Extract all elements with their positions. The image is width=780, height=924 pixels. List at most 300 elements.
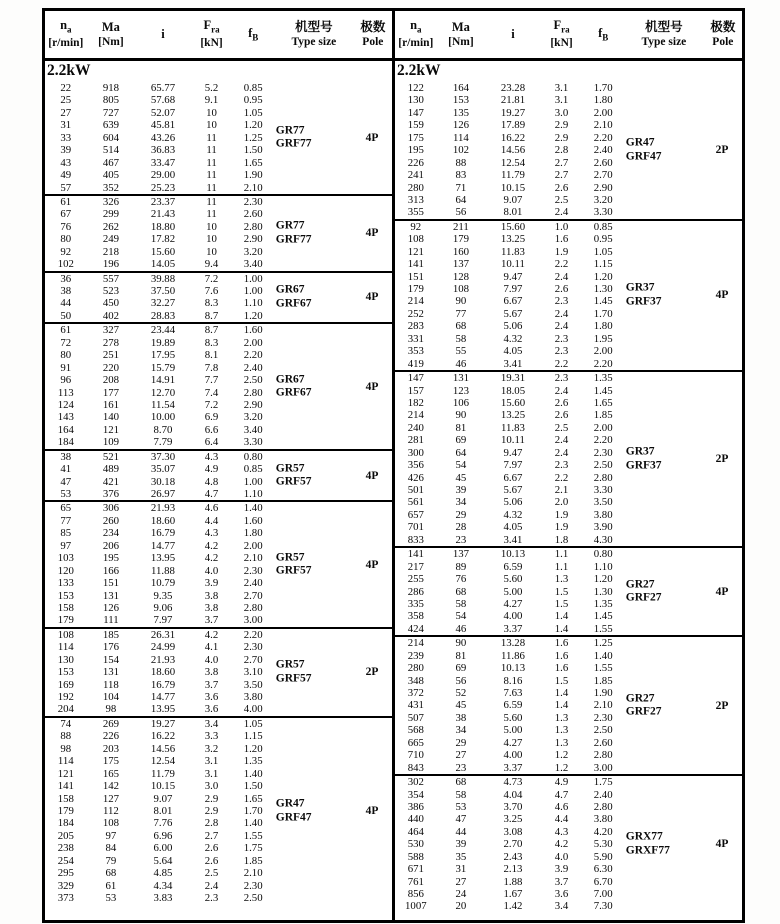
cell-na: 252	[407, 307, 424, 320]
type-size-line: GR77	[275, 219, 305, 232]
header-unit: Pole	[712, 36, 734, 49]
table-row	[45, 718, 392, 730]
cell-na: 36	[60, 272, 72, 285]
header-col-3	[541, 18, 583, 50]
cell-ma: 220	[102, 361, 120, 374]
cell-fb: 1.45	[593, 610, 613, 623]
cell-i: 23.44	[150, 324, 176, 337]
cell-na: 153	[57, 589, 74, 602]
header-col-3	[191, 18, 233, 50]
cell-na: 74	[60, 717, 72, 730]
cell-ma: 523	[102, 285, 120, 297]
type-size-line: GR67	[275, 373, 305, 385]
cell-fra: 3.7	[204, 678, 219, 691]
pole-label: 2P	[715, 144, 729, 157]
table-row	[45, 629, 392, 641]
cell-fra: 2.6	[204, 842, 219, 855]
cell-na: 226	[407, 156, 424, 169]
cell-fb: 3.30	[243, 436, 263, 449]
cell-fra: 2.2	[554, 258, 569, 271]
cell-fra: 2.6	[554, 181, 569, 194]
type-size-line: GR27	[625, 692, 655, 705]
cell-fra: 6.9	[204, 411, 219, 424]
cell-fra: 2.4	[554, 206, 569, 219]
cell-fb: 1.90	[243, 169, 263, 182]
cell-fb: 3.90	[593, 521, 613, 534]
cell-na: 130	[57, 653, 74, 666]
cell-ma: 118	[103, 678, 119, 691]
cell-fb: 2.90	[593, 181, 613, 194]
cell-fra: 4.6	[554, 800, 569, 813]
cell-ma: 61	[105, 879, 117, 892]
spec-block	[45, 500, 392, 626]
cell-i: 5.00	[503, 585, 523, 598]
spec-block	[395, 546, 742, 635]
cell-fb: 2.10	[593, 119, 613, 132]
table-row	[45, 258, 392, 270]
cell-i: 4.05	[503, 521, 523, 534]
cell-i: 13.28	[500, 637, 526, 650]
cell-ma: 58	[455, 788, 467, 801]
cell-ma: 46	[455, 622, 467, 635]
cell-fb: 3.20	[243, 245, 263, 258]
cell-na: 281	[407, 434, 424, 447]
cell-ma: 68	[455, 776, 467, 789]
cell-fra: 7.2	[204, 272, 219, 285]
cell-ma: 376	[102, 488, 120, 500]
table-row	[45, 107, 392, 119]
table-row	[45, 880, 392, 892]
cell-na: 280	[407, 181, 424, 194]
cell-i: 15.60	[150, 245, 176, 258]
cell-ma: 131	[452, 372, 470, 385]
type-size-label	[626, 282, 706, 309]
cell-fra: 4.8	[204, 475, 219, 488]
table-row	[395, 548, 742, 560]
cell-na: 38	[60, 285, 72, 297]
table-row	[45, 641, 392, 653]
cell-i: 8.70	[153, 423, 173, 436]
cell-fra: 2.3	[554, 372, 569, 385]
table-row	[45, 157, 392, 169]
cell-na: 151	[407, 270, 424, 283]
cell-ma: 176	[102, 641, 120, 654]
pole-label: 4P	[715, 838, 729, 851]
cell-fb: 1.25	[593, 637, 613, 650]
cell-na: 335	[407, 597, 424, 610]
table-row	[45, 246, 392, 258]
table-row	[45, 590, 392, 602]
cell-i: 26.97	[150, 488, 176, 500]
cell-fb: 2.60	[593, 736, 613, 749]
cell-i: 4.27	[503, 597, 523, 610]
cell-fb: 3.50	[243, 678, 263, 691]
cell-i: 13.95	[150, 552, 176, 565]
power-rating-title-left: 2.2kW	[47, 62, 91, 79]
cell-ma: 639	[102, 119, 120, 132]
cell-na: 419	[407, 357, 424, 370]
cell-i: 15.79	[150, 361, 176, 374]
cell-na: 353	[407, 345, 424, 358]
type-size-line: GRX77	[625, 830, 663, 843]
cell-ma: 421	[102, 475, 120, 488]
table-row	[395, 345, 742, 357]
cell-na: 96	[60, 374, 72, 387]
cell-ma: 104	[102, 691, 120, 703]
type-size-line: GR57	[275, 658, 305, 671]
cell-fra: 4.2	[204, 628, 219, 641]
spec-block	[395, 370, 742, 546]
cell-i: 8.01	[153, 804, 173, 817]
cell-fra: 1.5	[554, 674, 569, 687]
cell-fra: 4.3	[554, 825, 569, 838]
cell-na: 843	[407, 761, 424, 774]
header-symbol: $n_a$	[410, 18, 422, 35]
cell-na: 329	[57, 879, 74, 892]
cell-fb: 2.30	[243, 195, 263, 208]
cell-i: 14.56	[500, 144, 526, 157]
type-size-label	[276, 798, 356, 825]
cell-fb: 3.80	[593, 813, 613, 826]
cell-na: 143	[57, 411, 74, 424]
header-symbol: $n_a$	[60, 18, 72, 35]
cell-fb: 7.30	[593, 900, 613, 913]
cell-ma: 727	[102, 106, 120, 119]
cell-ma: 165	[102, 767, 120, 780]
cell-fra: 6.6	[204, 423, 219, 436]
header-col-2	[485, 27, 541, 43]
cell-na: 80	[60, 233, 72, 246]
cell-ma: 226	[102, 730, 120, 743]
cell-ma: 23	[455, 761, 467, 774]
cell-fra: 3.6	[204, 703, 219, 716]
table-row	[395, 637, 742, 649]
cell-na: 43	[60, 156, 72, 169]
header-symbol: 极数	[710, 19, 736, 34]
cell-fra: 1.5	[554, 597, 569, 610]
cell-fra: 3.7	[204, 614, 219, 627]
cell-ma: 45	[455, 699, 467, 712]
cell-fb: 2.60	[243, 208, 263, 221]
table-row	[45, 768, 392, 780]
cell-ma: 208	[102, 374, 120, 387]
cell-na: 501	[407, 484, 424, 496]
cell-fb: 2.80	[593, 800, 613, 813]
cell-i: 15.60	[500, 220, 526, 233]
table-row	[395, 472, 742, 484]
table-row	[45, 577, 392, 589]
cell-fra: 1.3	[554, 736, 569, 749]
cell-fra: 4.4	[204, 514, 219, 527]
table-row	[395, 610, 742, 622]
cell-i: 6.59	[503, 560, 523, 573]
cell-fra: 7.2	[204, 398, 219, 411]
cell-fb: 1.85	[593, 409, 613, 422]
cell-ma: 604	[102, 131, 120, 144]
cell-ma: 79	[105, 854, 117, 867]
cell-na: 25	[60, 94, 72, 107]
cell-ma: 805	[102, 94, 120, 107]
cell-ma: 38	[455, 711, 467, 724]
cell-na: 241	[407, 169, 424, 182]
type-size-line: GRF47	[625, 150, 662, 163]
cell-fra: 1.6	[554, 637, 569, 650]
cell-na: 49	[60, 169, 72, 182]
type-size-line: GRF77	[275, 233, 312, 246]
cell-ma: 29	[455, 736, 467, 749]
cell-ma: 128	[452, 270, 470, 283]
cell-fra: 3.8	[204, 666, 219, 679]
cell-fra: 2.3	[554, 332, 569, 345]
cell-na: 424	[407, 622, 424, 635]
cell-ma: 557	[102, 272, 120, 285]
cell-fb: 1.85	[243, 854, 263, 867]
cell-fb: 1.30	[593, 585, 613, 598]
cell-i: 11.54	[151, 398, 175, 411]
type-size-line: GR57	[275, 551, 305, 564]
cell-ma: 108	[102, 817, 120, 830]
cell-fra: 2.7	[554, 169, 569, 182]
cell-fb: 3.80	[593, 508, 613, 521]
table-row	[395, 409, 742, 421]
cell-fra: 3.1	[554, 94, 569, 107]
cell-ma: 77	[455, 307, 467, 320]
cell-i: 43.26	[150, 131, 176, 144]
cell-i: 8.01	[503, 206, 523, 219]
cell-fb: 1.55	[243, 829, 263, 842]
cell-ma: 326	[102, 195, 120, 208]
cell-ma: 177	[102, 386, 120, 399]
cell-fb: 3.00	[243, 614, 263, 627]
cell-ma: 68	[455, 585, 467, 598]
cell-fra: 4.3	[204, 527, 219, 540]
pole-label: 2P	[365, 666, 379, 679]
cell-fra: 4.9	[554, 776, 569, 789]
cell-ma: 53	[455, 800, 467, 813]
cell-i: 1.88	[503, 875, 523, 888]
type-size-line: GR77	[275, 124, 305, 137]
header-col-4	[232, 26, 274, 44]
cell-i: 11.86	[501, 649, 525, 662]
cell-na: 358	[407, 610, 424, 623]
cell-i: 13.95	[150, 703, 176, 716]
cell-i: 13.25	[500, 233, 526, 246]
cell-i: 21.43	[150, 208, 176, 221]
cell-na: 120	[57, 564, 74, 577]
cell-fb: 6.70	[593, 875, 613, 888]
cell-fb: 2.20	[593, 434, 613, 447]
cell-fb: 5.30	[593, 838, 613, 851]
cell-i: 3.25	[503, 813, 523, 826]
cell-na: 354	[407, 788, 424, 801]
cell-i: 33.47	[150, 156, 176, 169]
type-size-label	[276, 551, 356, 578]
cell-ma: 260	[102, 514, 120, 527]
cell-ma: 97	[105, 829, 117, 842]
table-row	[395, 308, 742, 320]
cell-fra: 2.4	[554, 270, 569, 283]
cell-fra: 3.4	[554, 900, 569, 913]
cell-i: 16.22	[500, 131, 526, 144]
cell-i: 11.79	[501, 169, 525, 182]
cell-na: 67	[60, 208, 72, 221]
cell-ma: 54	[455, 610, 467, 623]
cell-i: 9.47	[503, 446, 523, 459]
cell-fb: 1.75	[243, 842, 263, 855]
cell-fra: 10	[206, 119, 217, 132]
cell-na: 33	[60, 131, 72, 144]
cell-ma: 114	[453, 131, 469, 144]
cell-na: 38	[60, 450, 72, 463]
cell-ma: 405	[102, 169, 120, 182]
table-row	[395, 194, 742, 206]
cell-fb: 2.80	[243, 386, 263, 399]
cell-ma: 83	[455, 169, 467, 182]
cell-fb: 3.00	[593, 761, 613, 774]
cell-i: 14.77	[150, 539, 176, 552]
cell-na: 239	[407, 649, 424, 662]
table-row	[395, 82, 742, 94]
cell-na: 39	[60, 144, 72, 157]
cell-i: 4.04	[503, 788, 523, 801]
table-half-right	[395, 11, 742, 920]
cell-fb: 3.40	[243, 258, 263, 271]
table-row	[45, 411, 392, 423]
cell-fra: 1.4	[554, 622, 569, 635]
cell-fra: 9.4	[204, 258, 219, 271]
cell-fb: 3.40	[243, 423, 263, 436]
cell-na: 440	[407, 813, 424, 826]
cell-fra: 3.9	[204, 577, 219, 590]
cell-i: 23.37	[150, 195, 176, 208]
cell-na: 214	[407, 409, 424, 422]
cell-fb: 1.80	[593, 94, 613, 107]
cell-ma: 111	[103, 614, 119, 627]
cell-ma: 160	[452, 245, 470, 258]
cell-ma: 127	[102, 792, 120, 805]
table-row	[395, 182, 742, 194]
cell-i: 5.06	[503, 320, 523, 333]
table-row	[395, 509, 742, 521]
type-size-label	[626, 578, 706, 605]
cell-fb: 2.20	[243, 628, 263, 641]
cell-na: 355	[407, 206, 424, 219]
cell-fb: 6.30	[593, 863, 613, 876]
table-row	[395, 762, 742, 774]
cell-fra: 4.6	[204, 502, 219, 515]
cell-fra: 1.2	[554, 761, 569, 774]
table-row	[45, 830, 392, 842]
cell-fb: 1.40	[243, 817, 263, 830]
cell-fb: 7.00	[593, 888, 613, 900]
cell-i: 39.88	[150, 272, 176, 285]
cell-fra: 11	[206, 169, 217, 182]
cell-na: 214	[407, 637, 424, 650]
cell-i: 24.99	[150, 641, 176, 654]
cell-fra: 1.6	[554, 233, 569, 246]
cell-fra: 4.0	[554, 850, 569, 863]
cell-fb: 2.40	[243, 577, 263, 590]
cell-ma: 31	[455, 863, 467, 876]
cell-i: 37.50	[150, 285, 176, 297]
cell-fra: 2.8	[554, 144, 569, 157]
table-row	[45, 755, 392, 767]
cell-ma: 56	[455, 206, 467, 219]
column-header-row-left	[45, 11, 392, 61]
cell-fra: 3.1	[554, 82, 569, 94]
cell-fb: 1.10	[593, 560, 613, 573]
cell-i: 21.93	[150, 502, 176, 515]
table-row	[395, 737, 742, 749]
cell-fra: 2.9	[204, 792, 219, 805]
cell-ma: 64	[455, 446, 467, 459]
cell-fb: 0.80	[593, 548, 613, 561]
header-col-5	[274, 20, 354, 50]
cell-fb: 1.65	[243, 792, 263, 805]
cell-fra: 1.6	[554, 649, 569, 662]
cell-i: 37.30	[150, 450, 176, 463]
cell-i: 16.22	[150, 730, 176, 743]
cell-i: 4.05	[503, 345, 523, 358]
cell-ma: 249	[102, 233, 120, 246]
cell-fra: 2.7	[554, 156, 569, 169]
cell-ma: 161	[102, 398, 120, 411]
cell-fb: 2.80	[243, 220, 263, 233]
cell-i: 18.60	[150, 666, 176, 679]
cell-ma: 98	[105, 703, 117, 716]
cell-fra: 3.2	[204, 742, 219, 755]
type-size-line: GR37	[625, 281, 655, 294]
type-size-line: GRF27	[625, 591, 662, 604]
cell-fb: 2.80	[593, 471, 613, 484]
cell-fra: 1.8	[554, 533, 569, 546]
cell-fb: 1.55	[593, 662, 613, 675]
cell-na: 41	[60, 463, 72, 476]
table-row	[45, 196, 392, 208]
cell-i: 7.79	[153, 436, 173, 449]
table-row	[45, 602, 392, 614]
table-row	[45, 349, 392, 361]
cell-ma: 135	[452, 106, 470, 119]
cell-i: 19.27	[500, 106, 526, 119]
cell-fra: 2.3	[204, 892, 219, 904]
table-row	[395, 749, 742, 761]
cell-na: 184	[57, 817, 74, 830]
cell-ma: 234	[102, 527, 120, 540]
cell-ma: 34	[455, 724, 467, 737]
cell-i: 10.11	[501, 258, 525, 271]
cell-i: 9.35	[153, 589, 173, 602]
cell-fb: 1.85	[593, 674, 613, 687]
cell-ma: 20	[455, 900, 467, 913]
cell-i: 11.83	[501, 421, 525, 434]
cell-i: 19.27	[150, 717, 176, 730]
cell-fra: 2.2	[554, 357, 569, 370]
cell-fb: 4.20	[593, 825, 613, 838]
cell-fb: 1.35	[593, 597, 613, 610]
cell-na: 657	[407, 508, 424, 521]
cell-fb: 1.15	[593, 258, 613, 271]
cell-fb: 2.60	[593, 156, 613, 169]
cell-ma: 179	[452, 233, 470, 246]
cell-ma: 151	[102, 577, 120, 590]
header-symbol: $f_B$	[598, 25, 609, 43]
cell-ma: 56	[455, 674, 467, 687]
cell-i: 25.23	[150, 181, 176, 194]
cell-fra: 3.1	[204, 767, 219, 780]
type-size-label	[276, 284, 356, 311]
spec-block	[45, 449, 392, 501]
